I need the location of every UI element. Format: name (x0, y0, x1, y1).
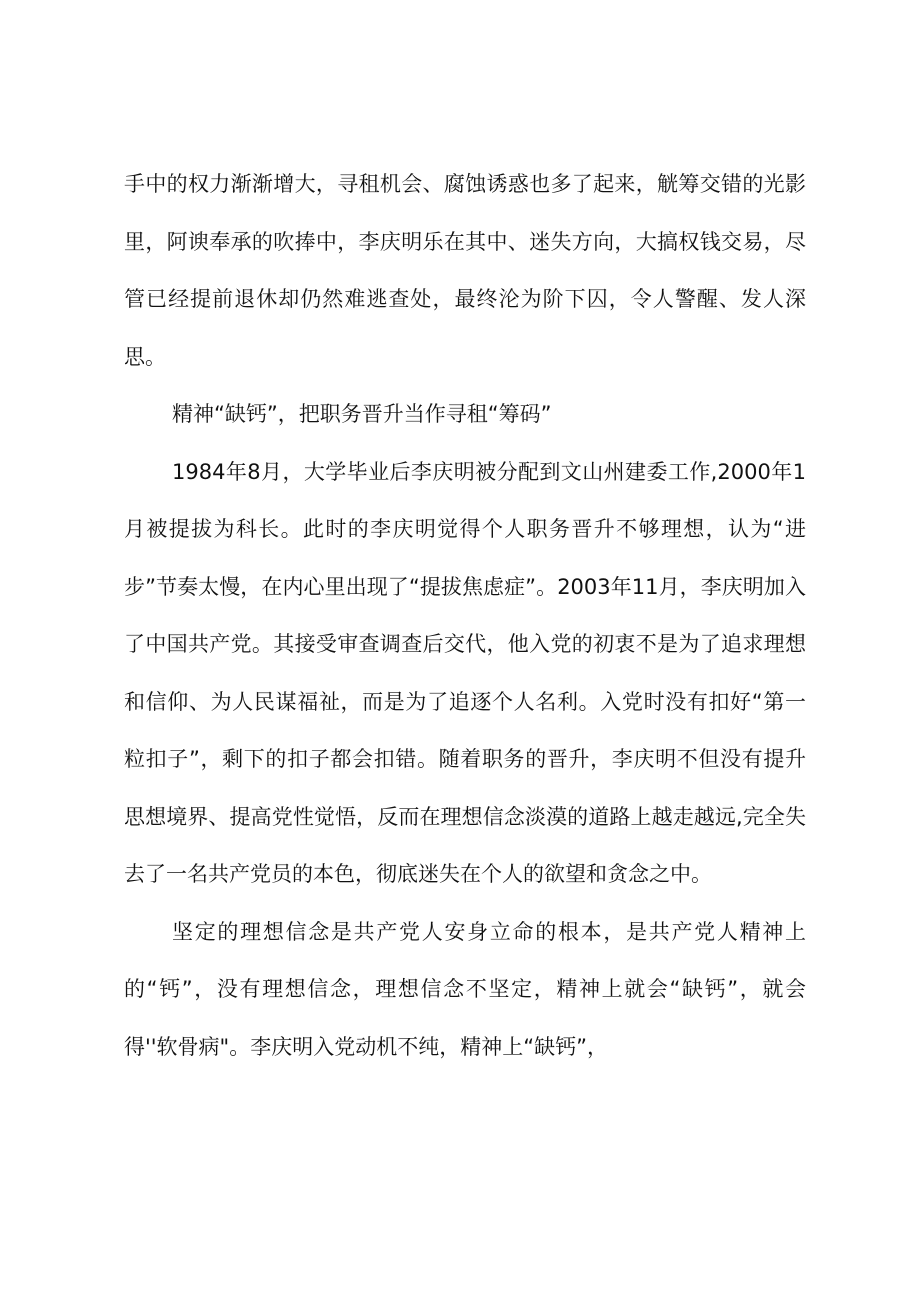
section-heading: 精神“缺钙”，把职务晋升当作寻租“筹码” (172, 402, 552, 426)
paragraph-3: 坚定的理想信念是共产党人安身立命的根本，是共产党人精神上的“钙”，没有理想信念，理想信念不坚定，精神上就会“缺钙”，就会得''软骨病"。李庆明入党动机不纯，精神上“缺钙”， (124, 919, 806, 1059)
document-body (124, 156, 806, 1076)
paragraph-2: 1984年8月，大学毕业后李庆明被分配到文山州建委工作,2000年1月被提拔为科长。此时的李庆明觉得个人职务晋升不够理想，认为“进步”节奏太慢，在内心里出现了“提拔焦虑症”。2003年11月，李庆明加入了中国共产党。其接受审查调查后交代，他入党的初衷不是为了追求理想和信仰、为人民谋福祉，而是为了追逐个人名利。入党时没有扣好“第一粒扣子”，剩下的扣子都会扣错。随着职务的晋升，李庆明不但没有提升思想境界、提高党性觉悟，反而在理想信念淡漠的道路上越走越远,完全失去了一名共产党员的本色，彻底迷失在个人的欲望和贪念之中。 (124, 459, 806, 886)
paragraph-1: 手中的权力渐渐增大，寻租机会、腐蚀诱惑也多了起来，觥筹交错的光影里，阿谀奉承的吹捧中，李庆明乐在其中、迷失方向，大搞权钱交易，尽管已经提前退休却仍然难逃查处，最终沦为阶下囚，令人警醒、发人深思。 (124, 172, 806, 369)
